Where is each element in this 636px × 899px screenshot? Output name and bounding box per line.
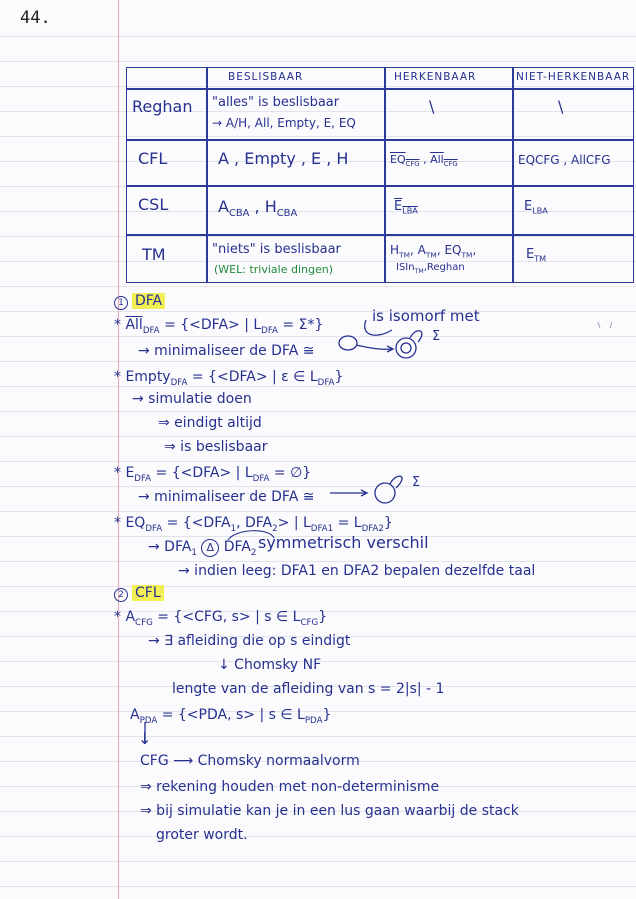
apda-definition: $A_{PDA} = \{<PDA$, s> | s ∈ $L_{PDA}$} bbox=[130, 707, 332, 726]
cell-reghan-herken: \ bbox=[429, 97, 435, 116]
cell-tm-niet: $E_{TM}$ bbox=[526, 247, 547, 264]
cell-cfl-beslis: A , Empty , E , H bbox=[218, 149, 349, 168]
cell-cfl-herken: $EQ_{CFG}$ , All$_{CFG}$ bbox=[390, 153, 458, 169]
acfg-definition: * $A_{CFG} = \{<CFG$, s> | s ∈ $L_{CFG}$} bbox=[114, 609, 328, 628]
section-dfa-heading: 1 DFA bbox=[114, 292, 165, 310]
symmetric-difference-note: symmetrisch verschil bbox=[258, 533, 429, 552]
empty-dfa-definition: * Empty$_{DFA}$ = {<DFA> | ε ∈ $L_{DFA}$} bbox=[114, 369, 344, 388]
row-label-cfl: CFL bbox=[138, 149, 168, 168]
cell-csl-herken: $E_{LBA}$ bbox=[394, 199, 418, 216]
e-minimize-step: → minimaliseer de DFA ≅ bbox=[138, 489, 315, 505]
cfg-chomsky-line: CFG ⟶ Chomsky normaalvorm bbox=[140, 753, 360, 769]
all-dfa-definition: * $\overline{All}_{DFA} = \{<DFA>$ | $L_{DFA} = \Sigma*$} bbox=[114, 317, 324, 336]
cell-csl-beslis: $A_{CBA}$ , $H_{CBA}$ bbox=[218, 197, 298, 220]
section-cfl-heading: 2 CFL bbox=[114, 584, 164, 602]
header-beslisbaar: BESLISBAAR bbox=[228, 71, 304, 83]
header-niet-herkenbaar: NIET-HERKENBAAR bbox=[516, 71, 631, 83]
pda-loop-note-2: groter wordt. bbox=[156, 827, 248, 843]
row-label-reghan: Reghan bbox=[132, 97, 193, 116]
all-minimize-step: → minimaliseer de DFA ≅ bbox=[138, 343, 315, 359]
symmetric-difference-bracket bbox=[228, 531, 274, 540]
eq-empty-step: → indien leeg: DFA1 en DFA2 bepalen dezelfde taal bbox=[178, 563, 536, 579]
accept-state-icon bbox=[396, 331, 422, 358]
acfg-length-note: lengte van de afleiding van s = 2|s| - 1 bbox=[172, 681, 445, 697]
cell-tm-herken: $H_{TM}$, $A_{TM}$, $EQ_{TM}$, bbox=[390, 243, 477, 260]
cell-tm-beslis-note: (WEL: triviale dingen) bbox=[214, 263, 333, 276]
eq-dfa-definition: * $EQ_{DFA} = \{<DFA_1$, $DFA_2>$ | $L_{DFA1} = L_{DFA2}$} bbox=[114, 515, 393, 534]
sigma-label-2: Σ bbox=[412, 475, 421, 490]
margin-mark bbox=[598, 322, 612, 328]
cell-reghan-beslis: "alles" is beslisbaar bbox=[212, 95, 340, 110]
isomorphic-note: is isomorf met bbox=[372, 307, 480, 325]
empty-step-halts: ⇒ eindigt altijd bbox=[158, 415, 262, 431]
down-arrow-icon: ↓ bbox=[138, 729, 152, 748]
reject-state-icon bbox=[330, 476, 402, 503]
isomorphic-loop-icon bbox=[339, 320, 393, 352]
empty-step-decidable: ⇒ is beslisbaar bbox=[164, 439, 268, 455]
acfg-chomsky-step: ↓ Chomsky NF bbox=[218, 657, 322, 673]
cell-csl-niet: $E_{LBA}$ bbox=[524, 199, 548, 216]
row-label-tm: TM bbox=[142, 245, 166, 264]
acfg-derivation-step: → ∃ afleiding die op s eindigt bbox=[148, 633, 351, 649]
sigma-label-1: Σ bbox=[432, 329, 441, 344]
eq-sym-diff-step: → $DFA_1$ Δ $DFA_2$ bbox=[148, 539, 257, 558]
pda-loop-note: ⇒ bij simulatie kan je in een lus gaan waarbij de stack bbox=[140, 803, 519, 819]
pda-nondeterminism: ⇒ rekening houden met non-determinisme bbox=[140, 779, 440, 795]
empty-step-simulate: → simulatie doen bbox=[132, 391, 252, 407]
cell-cfl-niet: EQCFG , AllCFG bbox=[518, 153, 611, 167]
cell-reghan-niet: \ bbox=[558, 97, 564, 116]
cell-tm-herken-2: ISIn$_{TM}$,Reghan bbox=[396, 262, 465, 275]
page-number: 44. bbox=[20, 8, 51, 28]
row-label-csl: CSL bbox=[138, 195, 169, 214]
cell-tm-beslis: "niets" is beslisbaar bbox=[212, 242, 341, 257]
e-dfa-definition: * $E_{DFA} = \{<DFA>$ | $L_{DFA}$ = ∅} bbox=[114, 465, 312, 484]
cell-reghan-beslis-list: → A/H, All, Empty, E, EQ bbox=[212, 116, 356, 130]
header-herkenbaar: HERKENBAAR bbox=[394, 71, 477, 83]
